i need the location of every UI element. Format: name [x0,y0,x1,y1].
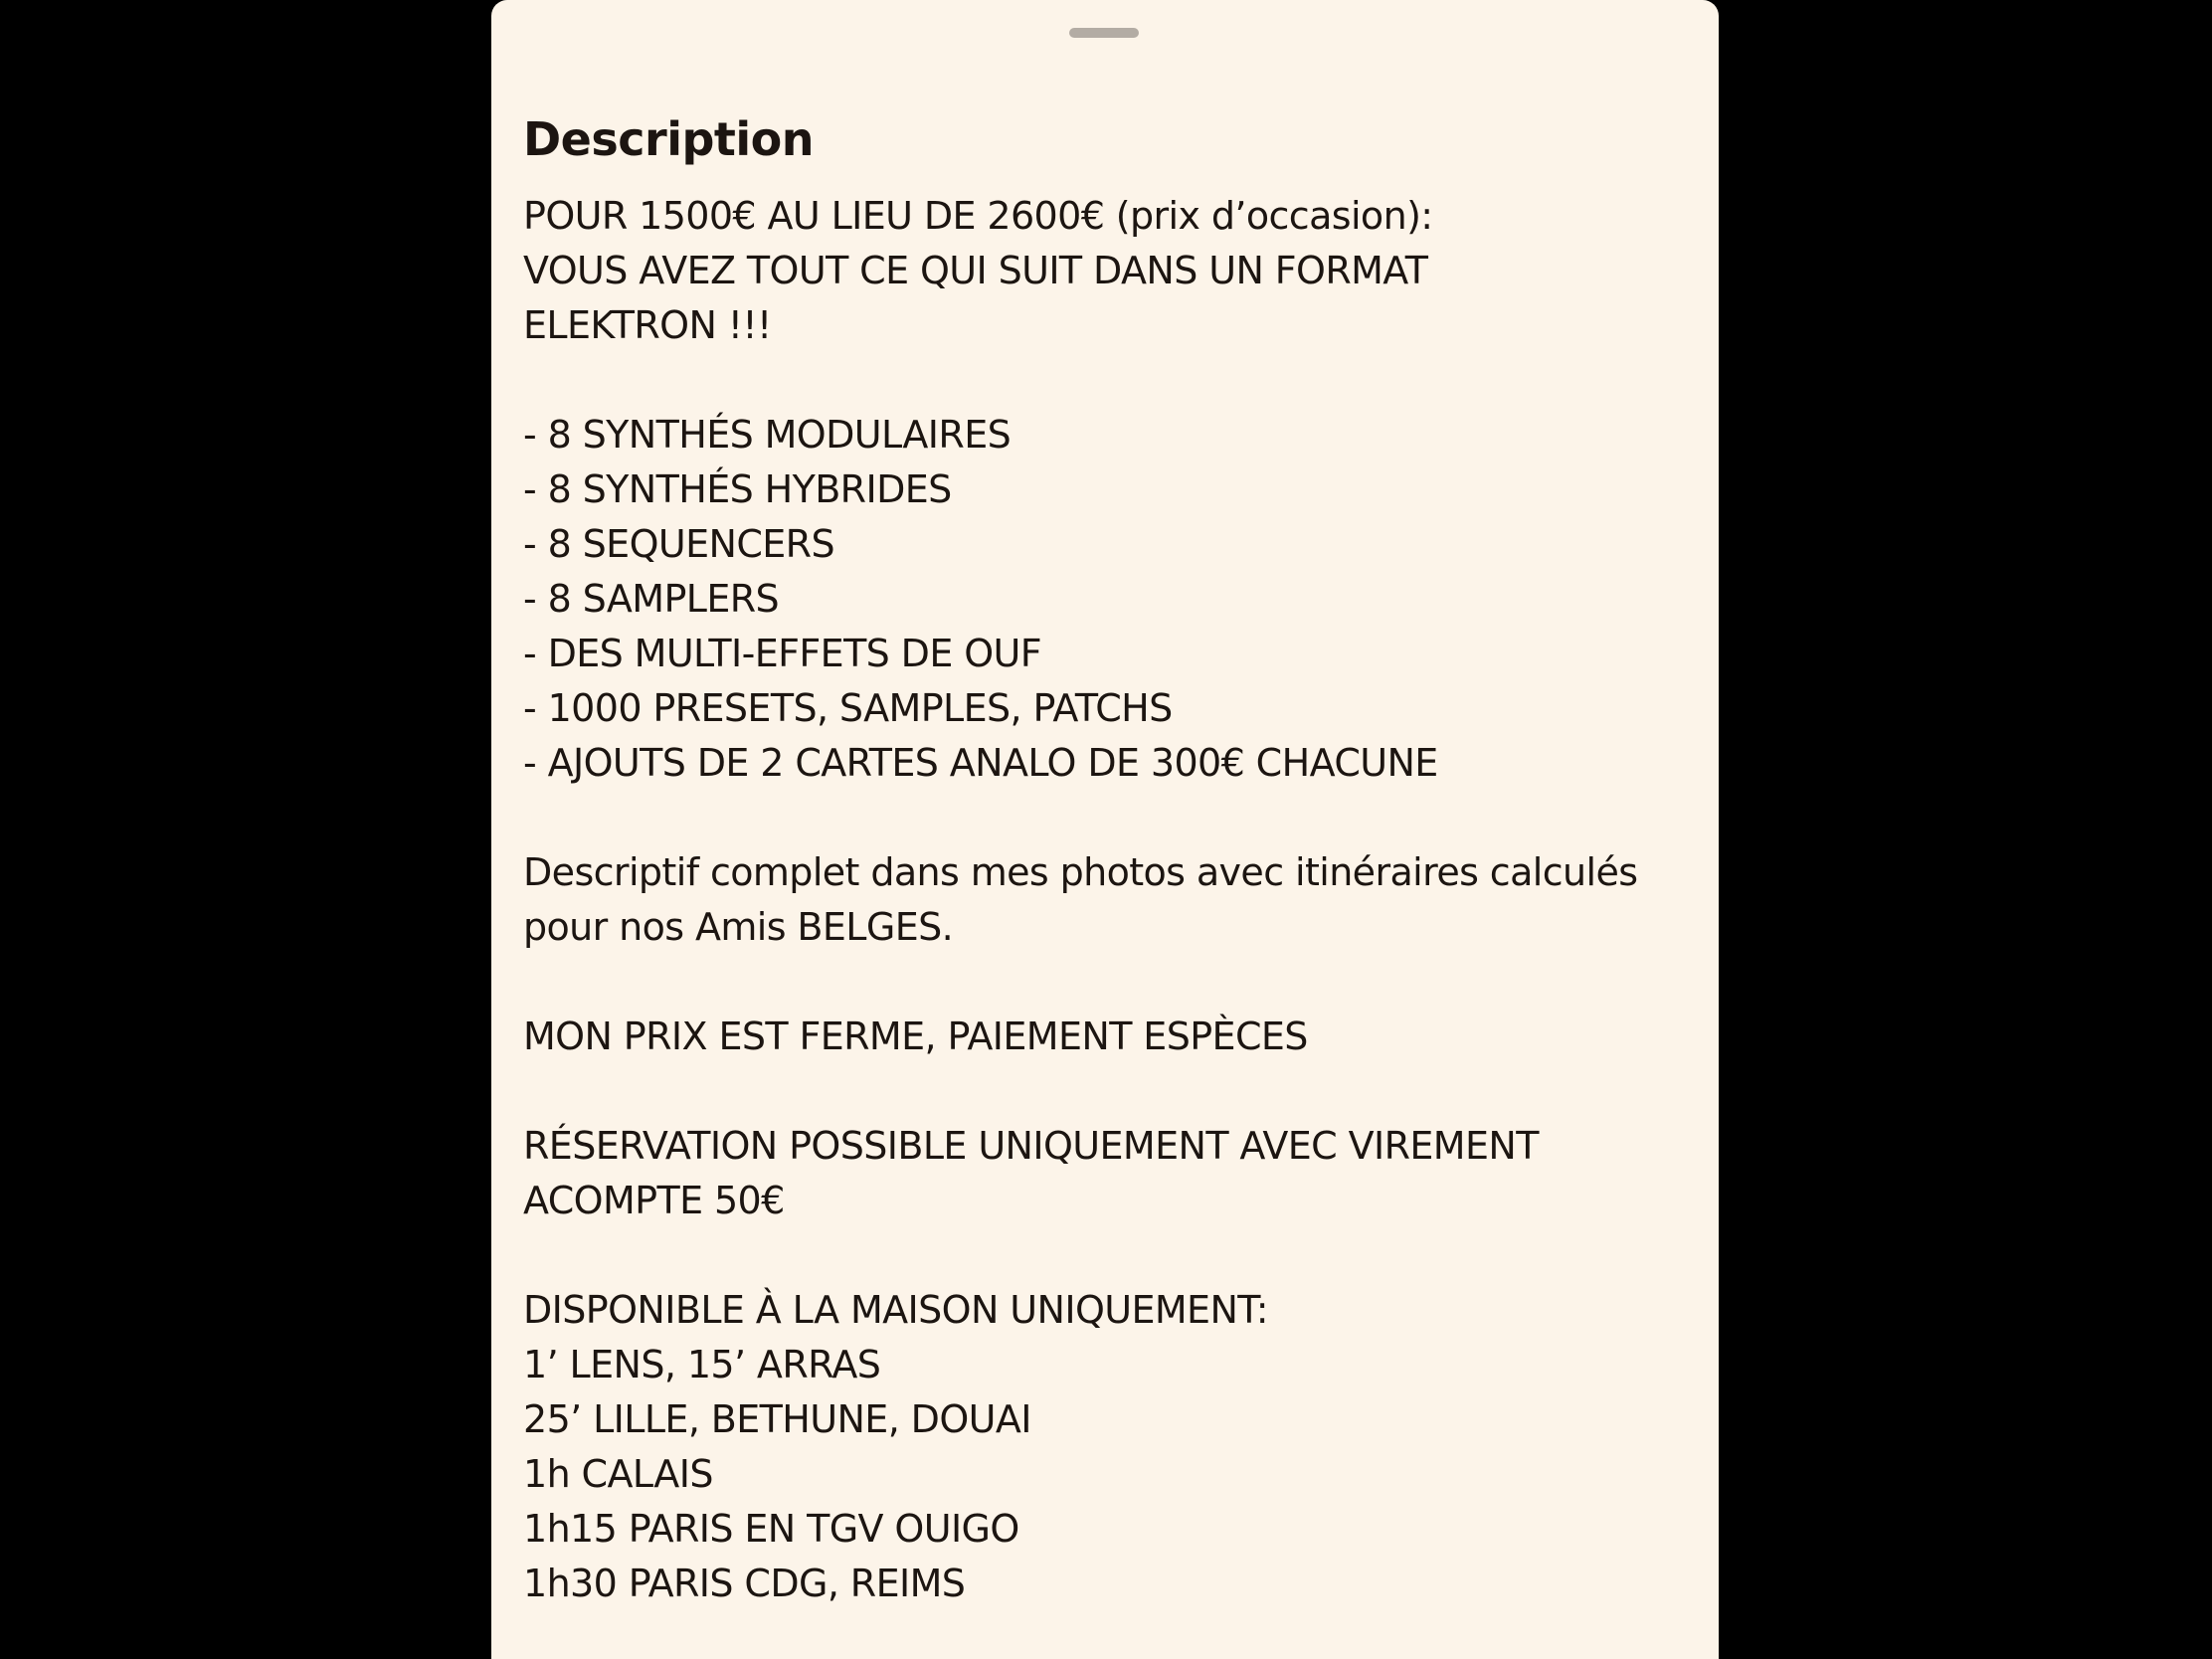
feature-list-item: - 8 SYNTHÉS MODULAIRES [523,413,1012,457]
availability-line: DISPONIBLE À LA MAISON UNIQUEMENT: [523,1288,1268,1332]
feature-list-item: - AJOUTS DE 2 CARTES ANALO DE 300€ CHACUNE [523,741,1438,785]
paragraph-gap [523,353,1667,408]
travel-time-line: 1h15 PARIS EN TGV OUIGO [523,1507,1019,1551]
feature-list-item: - 8 SYNTHÉS HYBRIDES [523,467,952,511]
paragraph-gap [523,791,1667,845]
description-content [523,111,1667,1611]
description-title: Description [523,112,815,166]
paragraph-gap [523,1228,1667,1283]
paragraph-gap [523,955,1667,1010]
description-line: pour nos Amis BELGES. [523,905,954,949]
description-body [523,189,1667,1611]
description-line: Descriptif complet dans mes photos avec itinéraires calculés [523,850,1638,894]
travel-time-line: 1h CALAIS [523,1452,713,1496]
feature-list-item: - 1000 PRESETS, SAMPLES, PATCHS [523,686,1173,730]
travel-time-line: 1h30 PARIS CDG, REIMS [523,1562,966,1605]
travel-time-line: 1’ LENS, 15’ ARRAS [523,1343,881,1386]
reservation-line: ACOMPTE 50€ [523,1179,785,1222]
description-line: POUR 1500€ AU LIEU DE 2600€ (prix d’occasion): [523,194,1433,238]
paragraph-gap [523,1064,1667,1119]
sheet-grabber-handle[interactable] [1069,28,1139,38]
description-sheet[interactable] [491,0,1719,1659]
feature-list-item: - DES MULTI-EFFETS DE OUF [523,632,1042,675]
price-terms-line: MON PRIX EST FERME, PAIEMENT ESPÈCES [523,1014,1308,1058]
feature-list-item: - 8 SEQUENCERS [523,522,835,566]
description-line: VOUS AVEZ TOUT CE QUI SUIT DANS UN FORMAT [523,249,1428,292]
feature-list-item: - 8 SAMPLERS [523,577,780,621]
description-line: ELEKTRON !!! [523,303,772,347]
reservation-line: RÉSERVATION POSSIBLE UNIQUEMENT AVEC VIREMENT [523,1124,1539,1168]
travel-time-line: 25’ LILLE, BETHUNE, DOUAI [523,1397,1031,1441]
